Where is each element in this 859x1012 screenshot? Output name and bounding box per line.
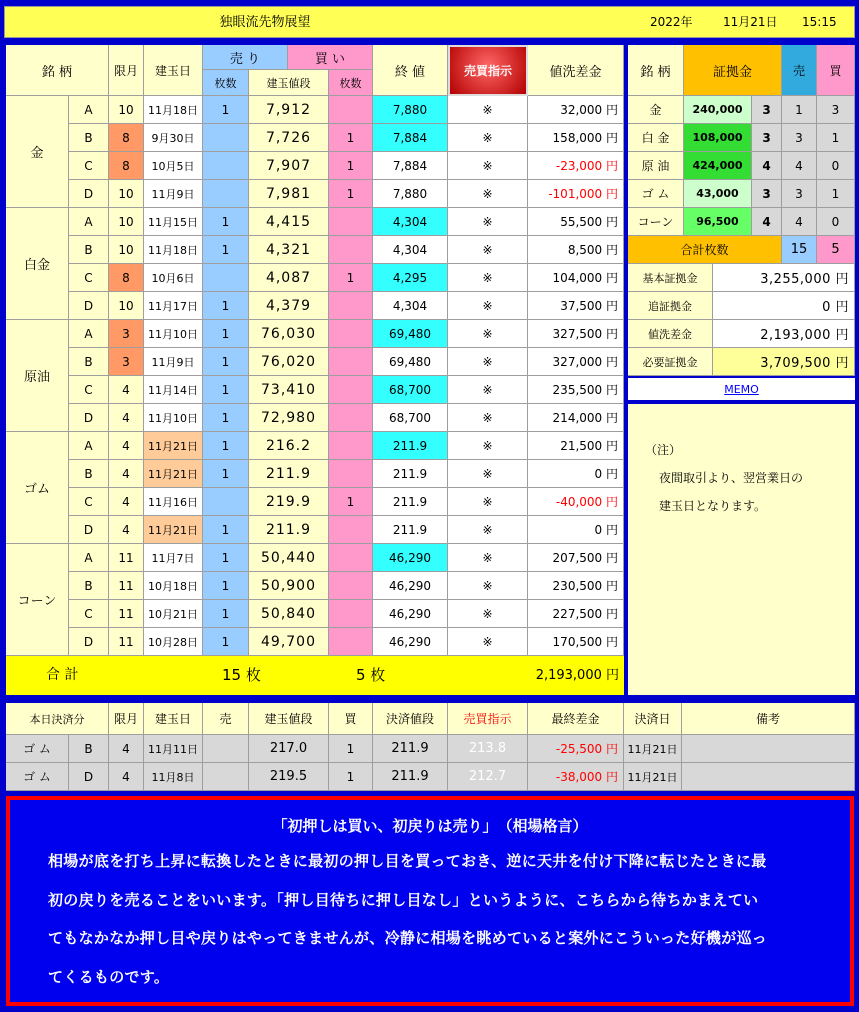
row-code: D bbox=[69, 516, 109, 544]
group-name: コーン bbox=[6, 544, 69, 656]
row-tategyoku-nedan: 7,912 bbox=[249, 96, 329, 124]
baibai-shiji-button[interactable]: 売買指示 bbox=[448, 45, 528, 96]
row-nearai-sakin: 32,000 円 bbox=[528, 96, 624, 124]
settle-row-gengetsu: 4 bbox=[109, 763, 144, 791]
row-owarine: 7,884 bbox=[373, 124, 448, 152]
row-buy-count: 1 bbox=[329, 488, 373, 516]
row-owarine: 7,884 bbox=[373, 152, 448, 180]
quote-line-4: てくるものです。 bbox=[48, 967, 170, 986]
row-code: D bbox=[69, 628, 109, 656]
row-code: B bbox=[69, 348, 109, 376]
row-tategyoku-nedan: 219.9 bbox=[249, 488, 329, 516]
side-header-kai: 買 bbox=[817, 45, 855, 96]
row-buy-count bbox=[329, 348, 373, 376]
quote-line-2: 初の戻りを売ることをいいます。「押し目待ちに押し目なし」というように、こちらから待ちかまえてい bbox=[48, 890, 759, 909]
row-gengetsu: 10 bbox=[109, 236, 144, 264]
settle-row-uri bbox=[203, 763, 249, 791]
row-tategyoku-nedan: 4,087 bbox=[249, 264, 329, 292]
side-row-mult: 3 bbox=[752, 124, 782, 152]
row-sell-count bbox=[203, 180, 249, 208]
row-tategyoku-nedan: 4,415 bbox=[249, 208, 329, 236]
quote-line-1: 相場が底を打ち上昇に転換したときに最初の押し目を買っておき、逆に天井を付け下降に転じたときに最 bbox=[48, 852, 767, 870]
side-row-name: コーン bbox=[628, 208, 684, 236]
row-baibai-shiji: ※ bbox=[448, 124, 528, 152]
page-title: 独眼流先物展望 bbox=[219, 15, 311, 30]
row-tategyoku-nedan: 76,030 bbox=[249, 320, 329, 348]
row-gengetsu: 11 bbox=[109, 544, 144, 572]
row-code: C bbox=[69, 600, 109, 628]
settle-header-kessaibi: 決済日 bbox=[624, 703, 682, 735]
row-sell-count: 1 bbox=[203, 96, 249, 124]
settle-row-saishu-sakin: -38,000 円 bbox=[528, 763, 624, 791]
row-code: B bbox=[69, 124, 109, 152]
row-sell-count: 1 bbox=[203, 544, 249, 572]
row-baibai-shiji: ※ bbox=[448, 208, 528, 236]
side-header-shokokin: 証拠金 bbox=[684, 45, 782, 96]
row-tategyokubi: 11月15日 bbox=[144, 208, 203, 236]
row-buy-count bbox=[329, 320, 373, 348]
side-row-sell: 4 bbox=[782, 208, 817, 236]
col-header-gengetsu: 限月 bbox=[109, 45, 144, 96]
quote-title: 「初押しは買い、初戻りは売り」 （相場格言） bbox=[272, 817, 588, 835]
row-owarine: 211.9 bbox=[373, 516, 448, 544]
row-sell-count: 1 bbox=[203, 600, 249, 628]
settle-row-code: D bbox=[69, 763, 109, 791]
row-sell-count: 1 bbox=[203, 404, 249, 432]
side-summary-value: 3,709,500 円 bbox=[713, 348, 855, 376]
side-summary-label: 基本証拠金 bbox=[628, 264, 713, 292]
settle-row-kessai-nedan: 211.9 bbox=[373, 763, 448, 791]
row-gengetsu: 3 bbox=[109, 348, 144, 376]
settle-row-tategyoku-nedan: 217.0 bbox=[249, 735, 329, 763]
row-nearai-sakin: 327,500 円 bbox=[528, 320, 624, 348]
row-gengetsu: 10 bbox=[109, 292, 144, 320]
settle-header-biko: 備考 bbox=[682, 703, 855, 735]
side-row-sell: 3 bbox=[782, 180, 817, 208]
row-gengetsu: 4 bbox=[109, 376, 144, 404]
row-tategyoku-nedan: 211.9 bbox=[249, 516, 329, 544]
memo-area bbox=[628, 404, 855, 695]
settle-header-gengetsu: 限月 bbox=[109, 703, 144, 735]
row-baibai-shiji: ※ bbox=[448, 236, 528, 264]
header-year: 2022年 bbox=[650, 15, 693, 29]
row-sell-count: 1 bbox=[203, 628, 249, 656]
row-tategyoku-nedan: 50,900 bbox=[249, 572, 329, 600]
row-baibai-shiji: ※ bbox=[448, 292, 528, 320]
row-nearai-sakin: 8,500 円 bbox=[528, 236, 624, 264]
row-code: B bbox=[69, 460, 109, 488]
row-buy-count bbox=[329, 544, 373, 572]
side-row-mult: 3 bbox=[752, 96, 782, 124]
row-buy-count bbox=[329, 572, 373, 600]
col-header-meigara: 銘 柄 bbox=[6, 45, 109, 96]
side-row-shokokin: 424,000 bbox=[684, 152, 752, 180]
row-nearai-sakin: -23,000 円 bbox=[528, 152, 624, 180]
row-nearai-sakin: 227,500 円 bbox=[528, 600, 624, 628]
col-header-buy-count: 枚数 bbox=[329, 70, 373, 96]
row-baibai-shiji: ※ bbox=[448, 348, 528, 376]
row-owarine: 69,480 bbox=[373, 348, 448, 376]
row-tategyoku-nedan: 50,440 bbox=[249, 544, 329, 572]
row-tategyoku-nedan: 211.9 bbox=[249, 460, 329, 488]
row-owarine: 68,700 bbox=[373, 404, 448, 432]
row-nearai-sakin: 0 円 bbox=[528, 460, 624, 488]
side-row-buy: 0 bbox=[817, 152, 855, 180]
row-gengetsu: 10 bbox=[109, 96, 144, 124]
row-nearai-sakin: 327,000 円 bbox=[528, 348, 624, 376]
row-tategyoku-nedan: 50,840 bbox=[249, 600, 329, 628]
row-owarine: 4,304 bbox=[373, 292, 448, 320]
row-code: D bbox=[69, 404, 109, 432]
side-header-uri: 売 bbox=[782, 45, 817, 96]
row-nearai-sakin: 214,000 円 bbox=[528, 404, 624, 432]
side-row-buy: 1 bbox=[817, 180, 855, 208]
row-sell-count: 1 bbox=[203, 320, 249, 348]
row-owarine: 7,880 bbox=[373, 180, 448, 208]
row-sell-count bbox=[203, 488, 249, 516]
row-baibai-shiji: ※ bbox=[448, 320, 528, 348]
row-nearai-sakin: 55,500 円 bbox=[528, 208, 624, 236]
row-buy-count bbox=[329, 516, 373, 544]
memo-link[interactable]: MEMO bbox=[724, 383, 759, 396]
header-date: 11月21日 bbox=[723, 15, 778, 29]
row-sell-count: 1 bbox=[203, 208, 249, 236]
row-baibai-shiji: ※ bbox=[448, 376, 528, 404]
row-gengetsu: 4 bbox=[109, 432, 144, 460]
col-header-tategyoku-nedan: 建玉値段 bbox=[249, 70, 329, 96]
row-baibai-shiji: ※ bbox=[448, 152, 528, 180]
settle-header-uri: 売 bbox=[203, 703, 249, 735]
side-row-shokokin: 240,000 bbox=[684, 96, 752, 124]
row-nearai-sakin: 104,000 円 bbox=[528, 264, 624, 292]
row-buy-count: 1 bbox=[329, 124, 373, 152]
col-header-nearai-sakin: 値洗差金 bbox=[528, 45, 624, 96]
row-nearai-sakin: -101,000 円 bbox=[528, 180, 624, 208]
settle-row-gengetsu: 4 bbox=[109, 735, 144, 763]
row-owarine: 211.9 bbox=[373, 488, 448, 516]
side-row-mult: 4 bbox=[752, 152, 782, 180]
row-tategyoku-nedan: 72,980 bbox=[249, 404, 329, 432]
row-code: C bbox=[69, 264, 109, 292]
row-code: A bbox=[69, 544, 109, 572]
row-tategyokubi: 11月18日 bbox=[144, 236, 203, 264]
row-nearai-sakin: 207,500 円 bbox=[528, 544, 624, 572]
row-buy-count: 1 bbox=[329, 152, 373, 180]
row-buy-count bbox=[329, 404, 373, 432]
settle-row-baibai-shiji: 213.8 bbox=[448, 735, 528, 763]
row-tategyokubi: 11月21日 bbox=[144, 516, 203, 544]
row-tategyokubi: 10月28日 bbox=[144, 628, 203, 656]
memo-line-1: （注） bbox=[645, 443, 682, 457]
settle-header-title: 本日決済分 bbox=[6, 703, 109, 735]
row-gengetsu: 4 bbox=[109, 460, 144, 488]
positions-table bbox=[6, 45, 624, 695]
row-owarine: 69,480 bbox=[373, 320, 448, 348]
row-code: B bbox=[69, 572, 109, 600]
row-tategyokubi: 11月10日 bbox=[144, 404, 203, 432]
row-sell-count bbox=[203, 152, 249, 180]
row-gengetsu: 8 bbox=[109, 152, 144, 180]
row-sell-count: 1 bbox=[203, 292, 249, 320]
row-tategyokubi: 10月18日 bbox=[144, 572, 203, 600]
row-buy-count bbox=[329, 628, 373, 656]
settle-row-biko bbox=[682, 763, 855, 791]
row-owarine: 46,290 bbox=[373, 544, 448, 572]
side-row-mult: 3 bbox=[752, 180, 782, 208]
row-sell-count bbox=[203, 124, 249, 152]
row-sell-count: 1 bbox=[203, 376, 249, 404]
row-nearai-sakin: 21,500 円 bbox=[528, 432, 624, 460]
settle-header-baibai-shiji: 売買指示 bbox=[448, 703, 528, 735]
settle-row-kai: 1 bbox=[329, 763, 373, 791]
settle-header-saishu-sakin: 最終差金 bbox=[528, 703, 624, 735]
side-summary-value: 0 円 bbox=[713, 292, 855, 320]
side-total-label: 合計枚数 bbox=[628, 236, 782, 264]
side-row-shokokin: 43,000 bbox=[684, 180, 752, 208]
side-row-shokokin: 108,000 bbox=[684, 124, 752, 152]
row-gengetsu: 8 bbox=[109, 264, 144, 292]
row-code: A bbox=[69, 320, 109, 348]
row-buy-count: 1 bbox=[329, 264, 373, 292]
side-row-buy: 0 bbox=[817, 208, 855, 236]
row-buy-count bbox=[329, 600, 373, 628]
settle-header-tategyokubi: 建玉日 bbox=[144, 703, 203, 735]
quote-line-3: てもなかなか押し目や戻りはやってきませんが、冷静に相場を眺めていると案外にこういった好機が巡っ bbox=[48, 929, 768, 947]
settle-row-uri bbox=[203, 735, 249, 763]
row-baibai-shiji: ※ bbox=[448, 600, 528, 628]
settlement-table bbox=[6, 703, 855, 791]
row-nearai-sakin: 230,500 円 bbox=[528, 572, 624, 600]
row-buy-count bbox=[329, 460, 373, 488]
side-row-name: 白 金 bbox=[628, 124, 684, 152]
row-sell-count: 1 bbox=[203, 432, 249, 460]
side-row-sell: 1 bbox=[782, 96, 817, 124]
row-gengetsu: 10 bbox=[109, 180, 144, 208]
memo-line-3: 建玉日となります。 bbox=[659, 499, 767, 513]
row-nearai-sakin: 170,500 円 bbox=[528, 628, 624, 656]
memo-line-2: 夜間取引より、翌営業日の bbox=[659, 471, 804, 485]
row-owarine: 4,304 bbox=[373, 236, 448, 264]
row-tategyoku-nedan: 7,907 bbox=[249, 152, 329, 180]
row-code: A bbox=[69, 96, 109, 124]
col-header-uri: 売 り bbox=[203, 45, 288, 70]
row-baibai-shiji: ※ bbox=[448, 572, 528, 600]
settle-row-biko bbox=[682, 735, 855, 763]
settle-header-kai: 買 bbox=[329, 703, 373, 735]
row-tategyokubi: 11月10日 bbox=[144, 320, 203, 348]
row-owarine: 7,880 bbox=[373, 96, 448, 124]
row-sell-count bbox=[203, 264, 249, 292]
row-tategyoku-nedan: 7,981 bbox=[249, 180, 329, 208]
side-row-name: ゴ ム bbox=[628, 180, 684, 208]
settle-header-tategyoku-nedan: 建玉値段 bbox=[249, 703, 329, 735]
settle-row-code: B bbox=[69, 735, 109, 763]
row-sell-count: 1 bbox=[203, 236, 249, 264]
settle-row-name: ゴ ム bbox=[6, 763, 69, 791]
row-sell-count: 1 bbox=[203, 460, 249, 488]
row-code: A bbox=[69, 432, 109, 460]
row-owarine: 4,304 bbox=[373, 208, 448, 236]
side-row-buy: 1 bbox=[817, 124, 855, 152]
row-nearai-sakin: -40,000 円 bbox=[528, 488, 624, 516]
row-buy-count bbox=[329, 96, 373, 124]
col-header-tategyokubi: 建玉日 bbox=[144, 45, 203, 96]
row-code: D bbox=[69, 292, 109, 320]
row-tategyokubi: 11月18日 bbox=[144, 96, 203, 124]
row-tategyoku-nedan: 4,379 bbox=[249, 292, 329, 320]
settle-row-kessaibi: 11月21日 bbox=[624, 735, 682, 763]
settle-row-kessaibi: 11月21日 bbox=[624, 763, 682, 791]
row-baibai-shiji: ※ bbox=[448, 628, 528, 656]
row-sell-count: 1 bbox=[203, 516, 249, 544]
row-buy-count bbox=[329, 236, 373, 264]
row-tategyokubi: 10月21日 bbox=[144, 600, 203, 628]
side-summary-value: 3,255,000 円 bbox=[713, 264, 855, 292]
row-gengetsu: 4 bbox=[109, 488, 144, 516]
row-nearai-sakin: 0 円 bbox=[528, 516, 624, 544]
row-tategyokubi: 11月16日 bbox=[144, 488, 203, 516]
row-baibai-shiji: ※ bbox=[448, 96, 528, 124]
group-name: 白金 bbox=[6, 208, 69, 320]
row-owarine: 211.9 bbox=[373, 460, 448, 488]
memo-bar bbox=[628, 378, 855, 400]
side-total-sell: 15 bbox=[782, 236, 817, 264]
row-owarine: 68,700 bbox=[373, 376, 448, 404]
settle-row-kessai-nedan: 211.9 bbox=[373, 735, 448, 763]
row-owarine: 46,290 bbox=[373, 572, 448, 600]
row-tategyokubi: 11月9日 bbox=[144, 180, 203, 208]
row-baibai-shiji: ※ bbox=[448, 264, 528, 292]
row-code: C bbox=[69, 376, 109, 404]
col-header-owarine: 終 値 bbox=[373, 45, 448, 96]
row-baibai-shiji: ※ bbox=[448, 180, 528, 208]
row-code: A bbox=[69, 208, 109, 236]
row-baibai-shiji: ※ bbox=[448, 404, 528, 432]
row-buy-count: 1 bbox=[329, 180, 373, 208]
side-row-sell: 3 bbox=[782, 124, 817, 152]
settle-row-tategyokubi: 11月11日 bbox=[144, 735, 203, 763]
group-name: 原油 bbox=[6, 320, 69, 432]
row-tategyokubi: 10月6日 bbox=[144, 264, 203, 292]
row-code: B bbox=[69, 236, 109, 264]
side-row-name: 金 bbox=[628, 96, 684, 124]
row-tategyokubi: 11月7日 bbox=[144, 544, 203, 572]
settle-row-baibai-shiji: 212.7 bbox=[448, 763, 528, 791]
row-tategyoku-nedan: 216.2 bbox=[249, 432, 329, 460]
row-gengetsu: 8 bbox=[109, 124, 144, 152]
row-tategyokubi: 11月9日 bbox=[144, 348, 203, 376]
settle-row-saishu-sakin: -25,500 円 bbox=[528, 735, 624, 763]
row-gengetsu: 4 bbox=[109, 404, 144, 432]
row-tategyoku-nedan: 49,700 bbox=[249, 628, 329, 656]
row-buy-count bbox=[329, 208, 373, 236]
row-owarine: 46,290 bbox=[373, 628, 448, 656]
row-tategyokubi: 11月17日 bbox=[144, 292, 203, 320]
group-name: ゴム bbox=[6, 432, 69, 544]
margin-panel bbox=[628, 45, 855, 695]
header-time: 15:15 bbox=[802, 15, 837, 29]
row-baibai-shiji: ※ bbox=[448, 544, 528, 572]
totals-label: 合 計 bbox=[46, 667, 79, 683]
totals-row bbox=[6, 656, 624, 695]
settle-row-tategyoku-nedan: 219.5 bbox=[249, 763, 329, 791]
row-nearai-sakin: 158,000 円 bbox=[528, 124, 624, 152]
row-tategyokubi: 11月14日 bbox=[144, 376, 203, 404]
row-gengetsu: 3 bbox=[109, 320, 144, 348]
row-tategyokubi: 9月30日 bbox=[144, 124, 203, 152]
settle-row-tategyokubi: 11月8日 bbox=[144, 763, 203, 791]
settle-row-kai: 1 bbox=[329, 735, 373, 763]
group-name: 金 bbox=[6, 96, 69, 208]
row-gengetsu: 4 bbox=[109, 516, 144, 544]
row-code: C bbox=[69, 488, 109, 516]
totals-sell: 15 枚 bbox=[222, 666, 261, 684]
row-owarine: 211.9 bbox=[373, 432, 448, 460]
row-tategyokubi: 11月21日 bbox=[144, 432, 203, 460]
side-row-name: 原 油 bbox=[628, 152, 684, 180]
side-summary-label: 必要証拠金 bbox=[628, 348, 713, 376]
row-tategyoku-nedan: 73,410 bbox=[249, 376, 329, 404]
row-baibai-shiji: ※ bbox=[448, 432, 528, 460]
row-baibai-shiji: ※ bbox=[448, 516, 528, 544]
side-row-shokokin: 96,500 bbox=[684, 208, 752, 236]
row-code: C bbox=[69, 152, 109, 180]
row-owarine: 46,290 bbox=[373, 600, 448, 628]
side-summary-label: 追証拠金 bbox=[628, 292, 713, 320]
side-row-mult: 4 bbox=[752, 208, 782, 236]
side-header-meigara: 銘 柄 bbox=[628, 45, 684, 96]
row-buy-count bbox=[329, 376, 373, 404]
row-gengetsu: 11 bbox=[109, 628, 144, 656]
row-gengetsu: 10 bbox=[109, 208, 144, 236]
side-total-buy: 5 bbox=[817, 236, 855, 264]
col-header-sell-count: 枚数 bbox=[203, 70, 249, 96]
settle-header-kessai-nedan: 決済値段 bbox=[373, 703, 448, 735]
side-row-buy: 3 bbox=[817, 96, 855, 124]
row-baibai-shiji: ※ bbox=[448, 488, 528, 516]
row-tategyoku-nedan: 76,020 bbox=[249, 348, 329, 376]
header-bar bbox=[4, 6, 855, 38]
row-tategyoku-nedan: 4,321 bbox=[249, 236, 329, 264]
row-sell-count: 1 bbox=[203, 572, 249, 600]
row-tategyokubi: 11月21日 bbox=[144, 460, 203, 488]
side-summary-label: 値洗差金 bbox=[628, 320, 713, 348]
row-nearai-sakin: 37,500 円 bbox=[528, 292, 624, 320]
row-gengetsu: 11 bbox=[109, 572, 144, 600]
settle-row-name: ゴ ム bbox=[6, 735, 69, 763]
row-tategyokubi: 10月5日 bbox=[144, 152, 203, 180]
row-nearai-sakin: 235,500 円 bbox=[528, 376, 624, 404]
side-row-sell: 4 bbox=[782, 152, 817, 180]
row-buy-count bbox=[329, 432, 373, 460]
quote-body bbox=[10, 842, 850, 996]
row-owarine: 4,295 bbox=[373, 264, 448, 292]
row-buy-count bbox=[329, 292, 373, 320]
totals-amount: 2,193,000 円 bbox=[535, 668, 619, 683]
side-summary-value: 2,193,000 円 bbox=[713, 320, 855, 348]
row-code: D bbox=[69, 180, 109, 208]
totals-buy: 5 枚 bbox=[356, 666, 386, 684]
col-header-kai: 買 い bbox=[288, 45, 373, 70]
quote-box bbox=[6, 796, 854, 1006]
row-baibai-shiji: ※ bbox=[448, 460, 528, 488]
row-tategyoku-nedan: 7,726 bbox=[249, 124, 329, 152]
row-gengetsu: 11 bbox=[109, 600, 144, 628]
row-sell-count: 1 bbox=[203, 348, 249, 376]
